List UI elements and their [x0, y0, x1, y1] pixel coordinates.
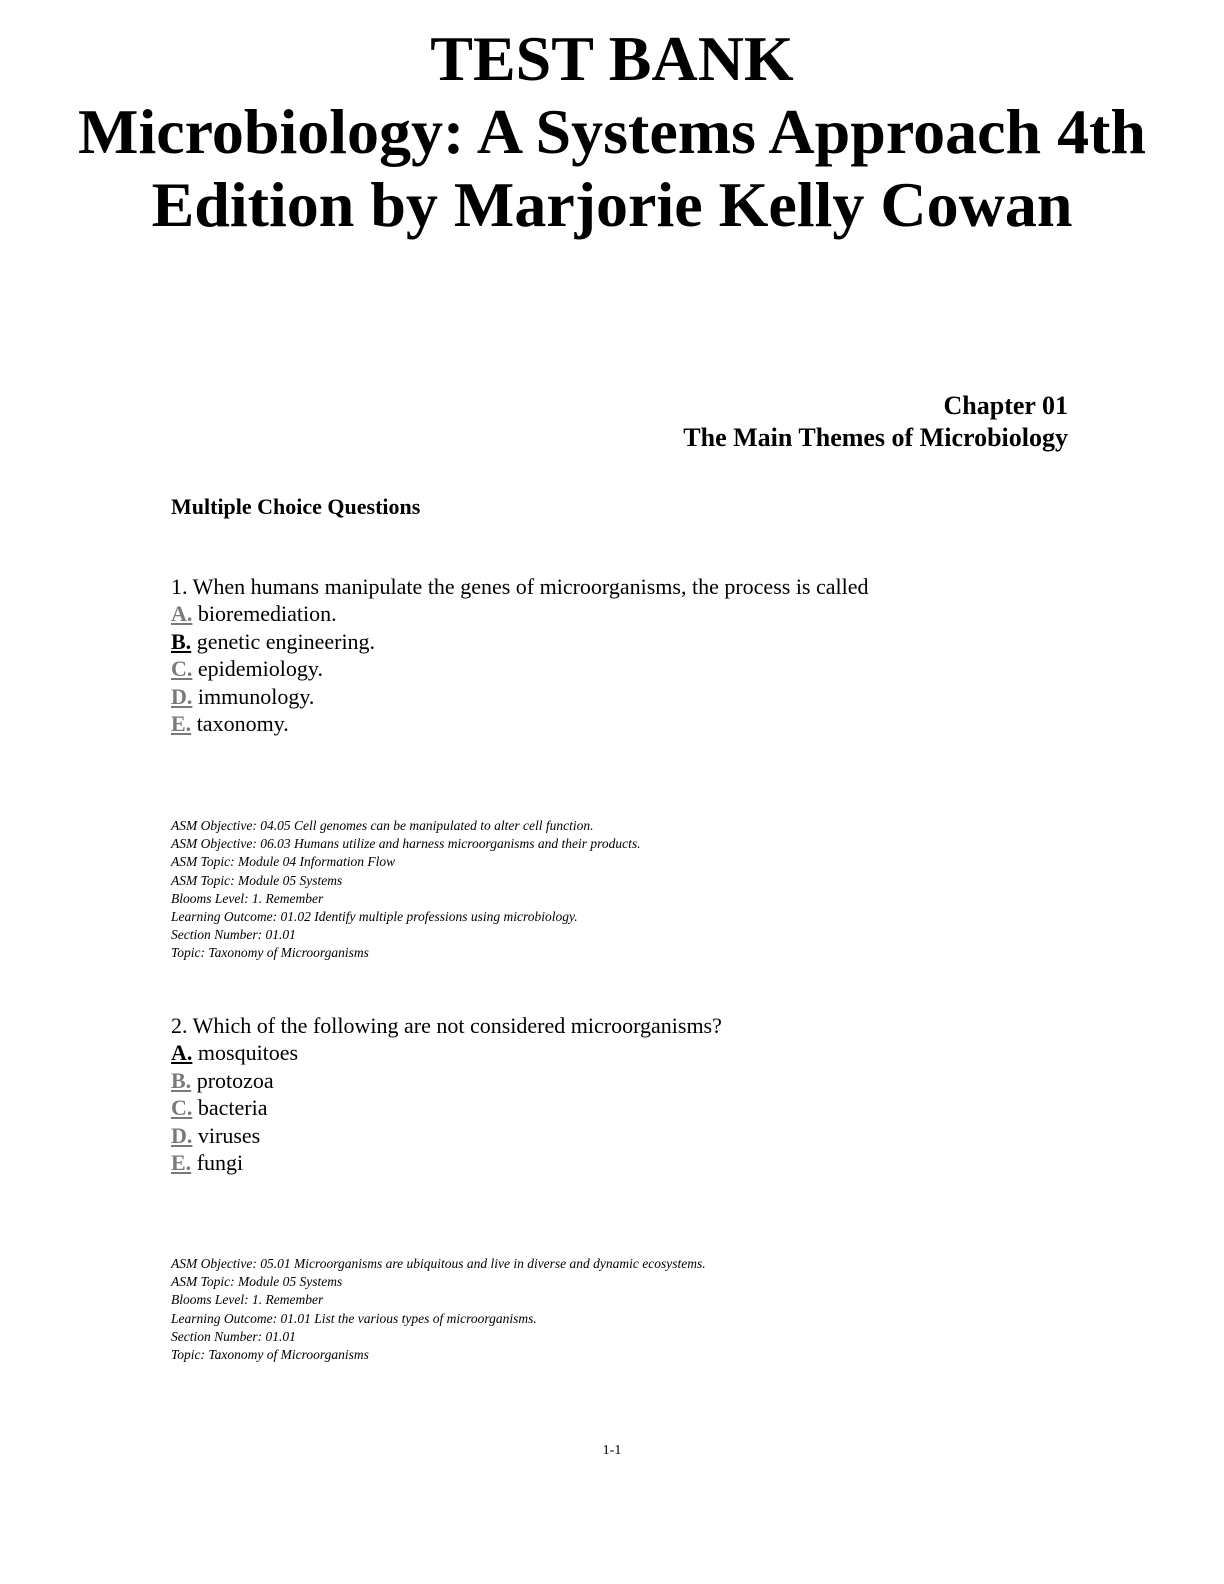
- choice-letter: C.: [171, 656, 193, 682]
- choice-text: bacteria: [192, 1095, 268, 1121]
- choice-d: [171, 1122, 722, 1149]
- meta-topic: Topic: Taxonomy of Microorganisms: [171, 1347, 369, 1363]
- meta-asm-objective: ASM Objective: 06.03 Humans utilize and harness microorganisms and their products.: [171, 836, 641, 852]
- choice-letter: D.: [171, 1122, 193, 1148]
- choice-b: [171, 628, 869, 655]
- page-number: 1-1: [602, 1443, 622, 1458]
- meta-topic: Topic: Taxonomy of Microorganisms: [171, 945, 369, 961]
- meta-asm-topic: ASM Topic: Module 05 Systems: [171, 1274, 343, 1290]
- chapter-name: The Main Themes of Microbiology: [683, 423, 1068, 452]
- choice-text: mosquitoes: [192, 1040, 299, 1066]
- meta-asm-topic: ASM Topic: Module 04 Information Flow: [171, 854, 396, 870]
- choice-letter: B.: [171, 1067, 192, 1093]
- correct-choice-letter: B.: [171, 628, 192, 654]
- question-1: [171, 573, 869, 737]
- choice-letter: D.: [171, 683, 193, 709]
- question-2-metadata: [171, 1255, 706, 1364]
- choice-text: fungi: [191, 1150, 244, 1176]
- choice-e: [171, 710, 869, 737]
- chapter-heading: [683, 390, 1068, 454]
- document-title: [0, 22, 1224, 241]
- correct-choice-letter: A.: [171, 1040, 193, 1066]
- meta-asm-objective: ASM Objective: 05.01 Microorganisms are ubiquitous and live in diverse and dynamic ecosystems.: [171, 1256, 706, 1271]
- choice-letter: A.: [171, 601, 193, 627]
- choice-letter: C.: [171, 1095, 193, 1121]
- question-stem: 2. Which of the following are not considered microorganisms?: [171, 1013, 722, 1038]
- choice-text: bioremediation.: [192, 601, 337, 627]
- title-line-3: Edition by Marjorie Kelly Cowan: [151, 169, 1073, 240]
- choice-b: [171, 1067, 722, 1094]
- choice-letter: E.: [171, 711, 192, 737]
- choice-letter: E.: [171, 1150, 192, 1176]
- choice-c: [171, 1094, 722, 1121]
- meta-learning-outcome: Learning Outcome: 01.02 Identify multiple professions using microbiology.: [171, 909, 578, 925]
- choice-a: [171, 600, 869, 627]
- question-1-metadata: [171, 817, 640, 963]
- title-line-1: TEST BANK: [430, 23, 794, 94]
- choice-text: protozoa: [191, 1067, 274, 1093]
- choice-c: [171, 655, 869, 682]
- choice-d: [171, 683, 869, 710]
- choice-text: taxonomy.: [191, 711, 289, 737]
- meta-asm-topic: ASM Topic: Module 05 Systems: [171, 872, 343, 888]
- chapter-number: Chapter 01: [943, 391, 1068, 420]
- choice-text: viruses: [192, 1122, 261, 1148]
- choice-text: epidemiology.: [192, 656, 323, 682]
- question-stem: 1. When humans manipulate the genes of microorganisms, the process is called: [171, 574, 869, 599]
- meta-blooms-level: Blooms Level: 1. Remember: [171, 890, 324, 906]
- choice-text: genetic engineering.: [191, 628, 376, 654]
- section-heading: Multiple Choice Questions: [171, 494, 421, 519]
- meta-section-number: Section Number: 01.01: [171, 1328, 296, 1344]
- meta-asm-objective: ASM Objective: 04.05 Cell genomes can be manipulated to alter cell function.: [171, 818, 594, 833]
- meta-learning-outcome: Learning Outcome: 01.01 List the various types of microorganisms.: [171, 1310, 537, 1326]
- question-2: [171, 1012, 722, 1176]
- meta-section-number: Section Number: 01.01: [171, 927, 296, 943]
- choice-text: immunology.: [192, 683, 315, 709]
- choice-a: [171, 1039, 722, 1066]
- title-line-2: Microbiology: A Systems Approach 4th: [78, 96, 1146, 167]
- choice-e: [171, 1149, 722, 1176]
- meta-blooms-level: Blooms Level: 1. Remember: [171, 1292, 324, 1308]
